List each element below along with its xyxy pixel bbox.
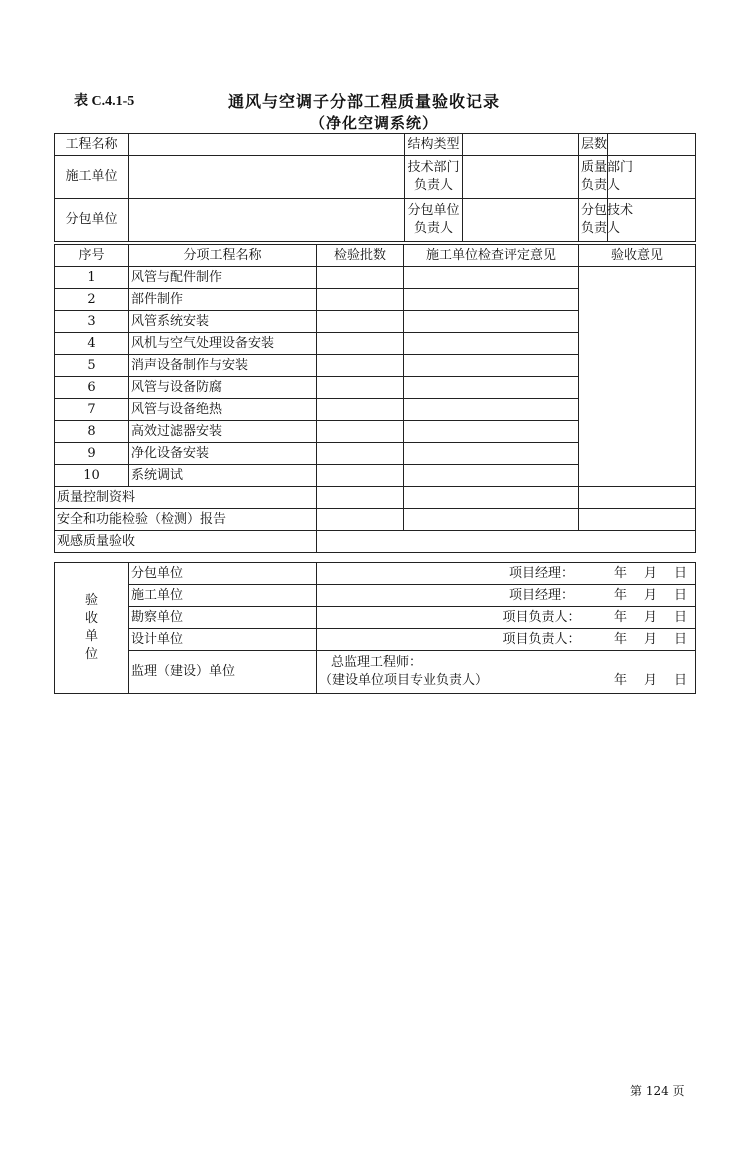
row-item-name: 系统调试 (129, 465, 317, 487)
col-header-no: 序号 (55, 245, 129, 267)
table-header-row (55, 245, 696, 267)
vertical-char: 单 (84, 629, 98, 644)
unit-role-label: 项目负责人： (502, 631, 581, 647)
acceptance-units-table (54, 562, 696, 694)
sub-unit-head-field[interactable] (463, 199, 579, 242)
acceptance-unit-row (55, 585, 696, 607)
unit-signature-field[interactable] (317, 563, 696, 585)
row-number: 9 (55, 443, 129, 465)
appearance-label: 观感质量验收 (55, 531, 317, 553)
row-item-name: 风管与设备防腐 (129, 377, 317, 399)
row-contractor-opinion-field[interactable] (404, 267, 579, 289)
acceptance-units-vertical-label (55, 563, 129, 694)
items-table (54, 244, 696, 553)
page-header (54, 86, 694, 136)
row-contractor-opinion-field[interactable] (404, 377, 579, 399)
unit-name: 分包单位 (129, 563, 317, 585)
unit-role-label: 项目负责人： (502, 609, 581, 625)
unit-name: 设计单位 (129, 629, 317, 651)
row-number: 10 (55, 465, 129, 487)
unit-signature-field[interactable] (317, 585, 696, 607)
supervisor-line2-wrap (319, 672, 693, 690)
sub-unit-head-label (405, 199, 463, 242)
row-batches-field[interactable] (317, 399, 404, 421)
row-batches-field[interactable] (317, 289, 404, 311)
unit-signature-field[interactable] (317, 607, 696, 629)
row-contractor-opinion-field[interactable] (404, 421, 579, 443)
quality-docs-label: 质量控制资料 (55, 487, 317, 509)
appearance-row (55, 531, 696, 553)
row-number: 4 (55, 333, 129, 355)
unit-signature-line (319, 631, 693, 649)
row-number: 7 (55, 399, 129, 421)
subcontractor-row (55, 199, 696, 242)
floors-field[interactable] (608, 134, 696, 156)
page-number: 第 124 页 (630, 1084, 685, 1098)
appearance-field[interactable] (317, 531, 696, 553)
supervisor-row (55, 651, 696, 694)
row-batches-field[interactable] (317, 267, 404, 289)
safety-report-batches-field[interactable] (317, 509, 404, 531)
unit-role-label: 项目经理： (508, 565, 574, 581)
quality-docs-opinion-field[interactable] (404, 487, 579, 509)
project-name-field[interactable] (129, 134, 405, 156)
row-contractor-opinion-field[interactable] (404, 443, 579, 465)
quality-docs-batches-field[interactable] (317, 487, 404, 509)
supervisor-line1: 总监理工程师： (331, 655, 423, 670)
sub-unit-head-label-line2: 负责人 (414, 221, 454, 236)
row-batches-field[interactable] (317, 355, 404, 377)
floors-label: 层数 (579, 134, 608, 156)
row-item-name: 风管与配件制作 (129, 267, 317, 289)
subcontractor-field[interactable] (129, 199, 405, 242)
row-contractor-opinion-field[interactable] (404, 355, 579, 377)
row-contractor-opinion-field[interactable] (404, 399, 579, 421)
construction-unit-row (55, 156, 696, 199)
page-subtitle: （净化空调系统） (310, 114, 439, 132)
sub-unit-head-label-line1: 分包单位 (407, 203, 460, 218)
tech-dept-head-field[interactable] (463, 156, 579, 199)
unit-name: 勘察单位 (129, 607, 317, 629)
row-number: 8 (55, 421, 129, 443)
vertical-char: 验 (84, 593, 98, 608)
row-number: 1 (55, 267, 129, 289)
sub-tech-head-label (579, 199, 634, 242)
tech-dept-label-line2: 负责人 (414, 178, 454, 193)
page-title: 通风与空调子分部工程质量验收记录 (228, 92, 501, 111)
supervisor-date: 年 月 日 (613, 673, 689, 688)
quality-dept-label-line1: 质量部门 (581, 160, 634, 175)
quality-docs-row (55, 487, 696, 509)
structure-type-label: 结构类型 (405, 134, 463, 156)
row-batches-field[interactable] (317, 333, 404, 355)
unit-role-label: 项目经理： (508, 587, 574, 603)
row-number: 3 (55, 311, 129, 333)
row-batches-field[interactable] (317, 465, 404, 487)
row-batches-field[interactable] (317, 377, 404, 399)
unit-date: 年 月 日 (613, 587, 689, 603)
construction-unit-field[interactable] (129, 156, 405, 199)
col-header-batches: 检验批数 (317, 245, 404, 267)
supervisor-unit-name: 监理（建设）单位 (129, 651, 317, 694)
row-number: 2 (55, 289, 129, 311)
sub-tech-label-line2: 负责人 (581, 221, 621, 236)
acceptance-unit-row (55, 607, 696, 629)
structure-type-field[interactable] (463, 134, 579, 156)
row-item-name: 部件制作 (129, 289, 317, 311)
sub-tech-label-line1: 分包技术 (581, 203, 634, 218)
unit-signature-line (319, 609, 693, 627)
project-name-label: 工程名称 (55, 134, 129, 156)
row-number: 5 (55, 355, 129, 377)
row-item-name: 净化设备安装 (129, 443, 317, 465)
tech-dept-head-label (405, 156, 463, 199)
quality-docs-acceptance-field[interactable] (579, 487, 696, 509)
col-header-acceptance-opinion: 验收意见 (579, 245, 696, 267)
unit-name: 施工单位 (129, 585, 317, 607)
safety-report-label: 安全和功能检验（检测）报告 (55, 509, 317, 531)
row-batches-field[interactable] (317, 443, 404, 465)
acceptance-record-table (54, 133, 696, 242)
unit-signature-line (319, 565, 693, 583)
construction-unit-label: 施工单位 (55, 156, 129, 199)
quality-dept-label-line2: 负责人 (581, 178, 621, 193)
quality-dept-head-label (579, 156, 634, 199)
row-contractor-opinion-field[interactable] (404, 333, 579, 355)
subcontractor-label: 分包单位 (55, 199, 129, 242)
supervisor-line2: （建设单位项目专业负责人） (319, 673, 489, 688)
unit-date: 年 月 日 (613, 631, 689, 647)
safety-report-opinion-field[interactable] (404, 509, 579, 531)
safety-report-acceptance-field[interactable] (579, 509, 696, 531)
row-number: 6 (55, 377, 129, 399)
row-item-name: 风机与空气处理设备安装 (129, 333, 317, 355)
unit-date: 年 月 日 (613, 609, 689, 625)
vertical-char: 收 (84, 611, 98, 626)
acceptance-unit-row (55, 629, 696, 651)
table-row (55, 267, 696, 289)
row-contractor-opinion-field[interactable] (404, 311, 579, 333)
row-item-name: 高效过滤器安装 (129, 421, 317, 443)
row-item-name: 消声设备制作与安装 (129, 355, 317, 377)
col-header-contractor-opinion: 施工单位检查评定意见 (404, 245, 579, 267)
vertical-char: 位 (84, 647, 98, 662)
table-code: 表 C.4.1-5 (74, 94, 135, 109)
safety-report-row (55, 509, 696, 531)
acceptance-unit-row (55, 563, 696, 585)
unit-signature-line (319, 587, 693, 605)
acceptance-opinion-field[interactable] (579, 267, 696, 487)
unit-signature-field[interactable] (317, 629, 696, 651)
supervisor-signature-field[interactable] (317, 651, 696, 694)
project-info-row (55, 134, 696, 156)
row-contractor-opinion-field[interactable] (404, 289, 579, 311)
row-contractor-opinion-field[interactable] (404, 465, 579, 487)
tech-dept-label-line1: 技术部门 (407, 160, 460, 175)
row-item-name: 风管与设备绝热 (129, 399, 317, 421)
col-header-item-name: 分项工程名称 (129, 245, 317, 267)
row-item-name: 风管系统安装 (129, 311, 317, 333)
row-batches-field[interactable] (317, 421, 404, 443)
row-batches-field[interactable] (317, 311, 404, 333)
unit-date: 年 月 日 (613, 565, 689, 581)
